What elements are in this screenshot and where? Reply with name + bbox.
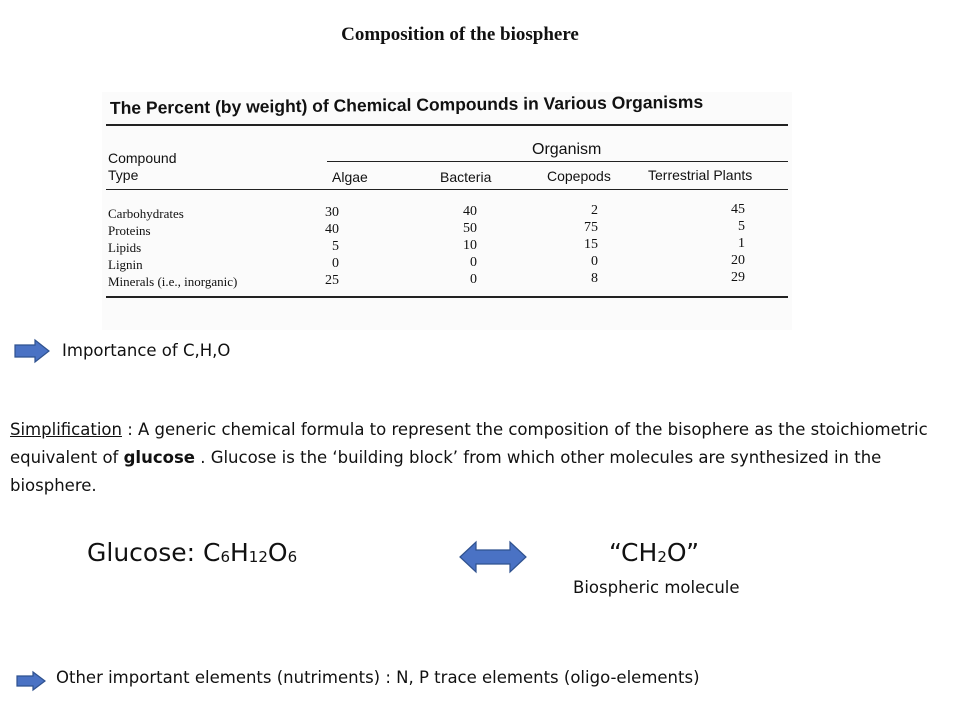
hydrogen-symbol: H	[229, 538, 249, 567]
importance-text: Importance of C,H,O	[62, 341, 231, 360]
ch2o-subscript: 2	[657, 548, 667, 566]
other-elements-text: Other important elements (nutriments) : N, P trace elements (oligo-elements)	[56, 668, 700, 687]
table-cell: 5	[738, 219, 745, 234]
simplification-text-2: . Glucose is the ‘building block’ from which other molecules are synthesized in the biosphere.	[10, 448, 882, 495]
table-cell: 15	[584, 237, 598, 252]
column-header-algae: Algae	[332, 169, 368, 185]
table-cell: 8	[591, 271, 598, 286]
table-cell: 45	[731, 202, 745, 217]
table-cell: 29	[731, 270, 745, 285]
simplification-label: Simplification	[10, 420, 122, 439]
table-cell: 50	[463, 221, 477, 236]
row-label-carbohydrates: Carbohydrates	[108, 206, 184, 221]
compound-header: Compound	[108, 150, 177, 166]
right-arrow-icon	[13, 338, 51, 364]
right-arrow-icon	[15, 670, 47, 692]
table-cell: 1	[738, 236, 745, 251]
simplification-paragraph	[10, 416, 940, 500]
page-title: Composition of the biosphere	[341, 24, 579, 45]
table-cell: 30	[325, 205, 339, 220]
header-rule	[106, 189, 788, 190]
table-cell: 0	[470, 255, 477, 270]
table-top-rule	[106, 124, 788, 126]
oxygen-subscript: 6	[287, 548, 298, 566]
table-cell: 0	[591, 254, 598, 269]
double-arrow-icon	[458, 540, 528, 574]
row-label-lipids: Lipids	[108, 240, 142, 255]
organism-header: Organism	[532, 141, 602, 158]
table-cell: 20	[731, 253, 745, 268]
type-header: Type	[108, 167, 139, 183]
ch2o-close: O”	[666, 538, 700, 567]
column-header-terrestrial-plants: Terrestrial Plants	[648, 167, 753, 183]
table-cell: 75	[584, 220, 598, 235]
ch2o-open: “CH	[609, 538, 658, 567]
table-heading: The Percent (by weight) of Chemical Compounds in Various Organisms	[109, 91, 704, 118]
oxygen-symbol: O	[267, 538, 288, 567]
carbon-subscript: 6	[220, 548, 230, 566]
table-cell: 25	[325, 273, 339, 288]
table-bottom-rule	[106, 296, 788, 298]
hydrogen-subscript: 12	[248, 548, 268, 566]
table-cell: 40	[325, 222, 339, 237]
compound-table-image	[102, 92, 792, 330]
biospheric-molecule-label: Biospheric molecule	[573, 578, 740, 597]
ch2o-formula	[609, 538, 699, 567]
row-label-lignin: Lignin	[108, 257, 143, 272]
simplification-text-1: : A generic chemical formula to represent the composition of the bisophere as the stoichiometric equivalent of	[10, 420, 928, 467]
glucose-prefix: Glucose: C	[87, 538, 221, 567]
row-label-minerals: Minerals (i.e., inorganic)	[108, 274, 238, 289]
table-cell: 2	[591, 203, 598, 218]
organism-rule	[327, 161, 788, 162]
glucose-formula	[87, 538, 297, 567]
table-cell: 0	[332, 256, 339, 271]
row-label-proteins: Proteins	[108, 223, 151, 238]
glucose-word: glucose	[123, 448, 195, 467]
table-cell: 0	[470, 272, 477, 287]
table-cell: 40	[463, 204, 477, 219]
column-header-bacteria: Bacteria	[440, 169, 492, 185]
table-cell: 5	[332, 239, 339, 254]
table-cell: 10	[463, 238, 477, 253]
column-header-copepods: Copepods	[547, 168, 611, 184]
